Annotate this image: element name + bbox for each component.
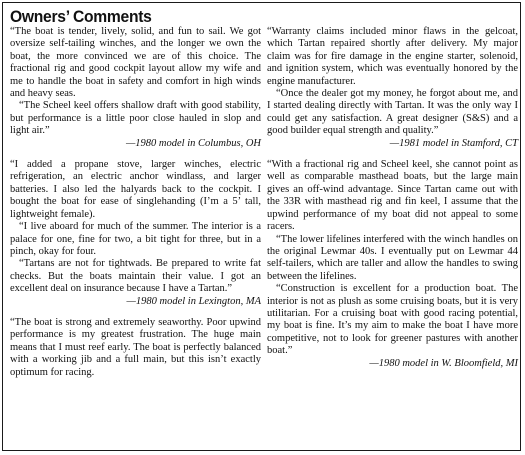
comment-columbus [10,26,261,150]
comment-paragraph: “With a fractional rig and Scheel keel, she cannot point as well as comparable masthead boats, but the large main gives an off-wind advantage. Since Tartan came out with the 33R with masthead rig and fin keel, I assume that the upwind performance of my boat did not appeal to some racers. [267,159,518,233]
comment-paragraph: “The boat is tender, lively, solid, and fun to sail. We got oversize self-tailing winches, and the longer we own the boat, the more convinced we are of this choice. The fractional rig and good cockpit layout allow my wife and me to handle the boat in safety and comfort in high winds and heavy seas. [10,26,261,100]
comment-lexington [10,159,261,308]
comment-attribution: —1981 model in Stamford, CT [389,137,518,149]
right-column [267,26,518,379]
owners-comments-box [2,2,521,451]
comment-bloomfield [267,159,518,370]
comment-paragraph: “I added a propane stove, larger winches, electric refrigeration, an electric anchor windlass, and larger batteries. I also led the halyards back to the cockpit. I bought the boat for ease of singlehanding (I’m a 5’ tall, lightweight female). [10,159,261,220]
comment-paragraph: “Construction is excellent for a production boat. The interior is not as plush as some cruising boats, but it is very utilitarian. For a cruising boat with good racing potential, my boat is fine. It’s my aim to make the boat I have more competitive, not to look for greener pastures with another boat.” [267,283,518,357]
comment-paragraph: “The lower lifelines interfered with the winch handles on the original Lewmar 40s. I eventually put on Lewmar 44 self-tailers, which are taller and allow the handles to swing between the lifelines. [267,233,518,282]
comment-paragraph: “I live aboard for much of the summer. The interior is a palace for one, fine for two, a bit tight for three, but in a pinch, okay for four. [10,221,261,257]
section-heading: Owners’ Comments [10,7,152,26]
comment-paragraph: “Tartans are not for tightwads. Be prepared to write fat checks. But the boats maintain their value. I got an excellent deal on insurance because I have a Tartan.” [10,258,261,295]
comment-attribution: —1980 model in Lexington, MA [126,295,261,307]
comment-attribution: —1980 model in W. Bloomfield, MI [369,357,518,369]
left-column [10,26,261,388]
comment-attribution: —1980 model in Columbus, OH [125,137,261,149]
comment-paragraph: “Once the dealer got my money, he forgot about me, and I started dealing directly with Tartan. It was the only way I could get any satisfaction. A great designer (S&S) and a good builder equal strength and quality.” [267,88,518,137]
comment-seaworthy [10,317,261,379]
comment-paragraph: “The Scheel keel offers shallow draft with good stability, but performance is a little poor close hauled in slop and light air.” [10,100,261,137]
comment-stamford [267,26,518,150]
comment-paragraph: “Warranty claims included minor flaws in the gelcoat, which Tartan repaired shortly after delivery. My major claim was for fire damage in the engine starter, solenoid, and ignition system, which was eventually honored by the engine manufacturer. [267,26,518,87]
comment-paragraph: “The boat is strong and extremely seaworthy. Poor upwind performance is my greatest frustration. The huge main means that I must reef early. The boat is perfectly balanced with a working jib and a full main, but this isn’t exactly optimum for racing. [10,316,261,378]
